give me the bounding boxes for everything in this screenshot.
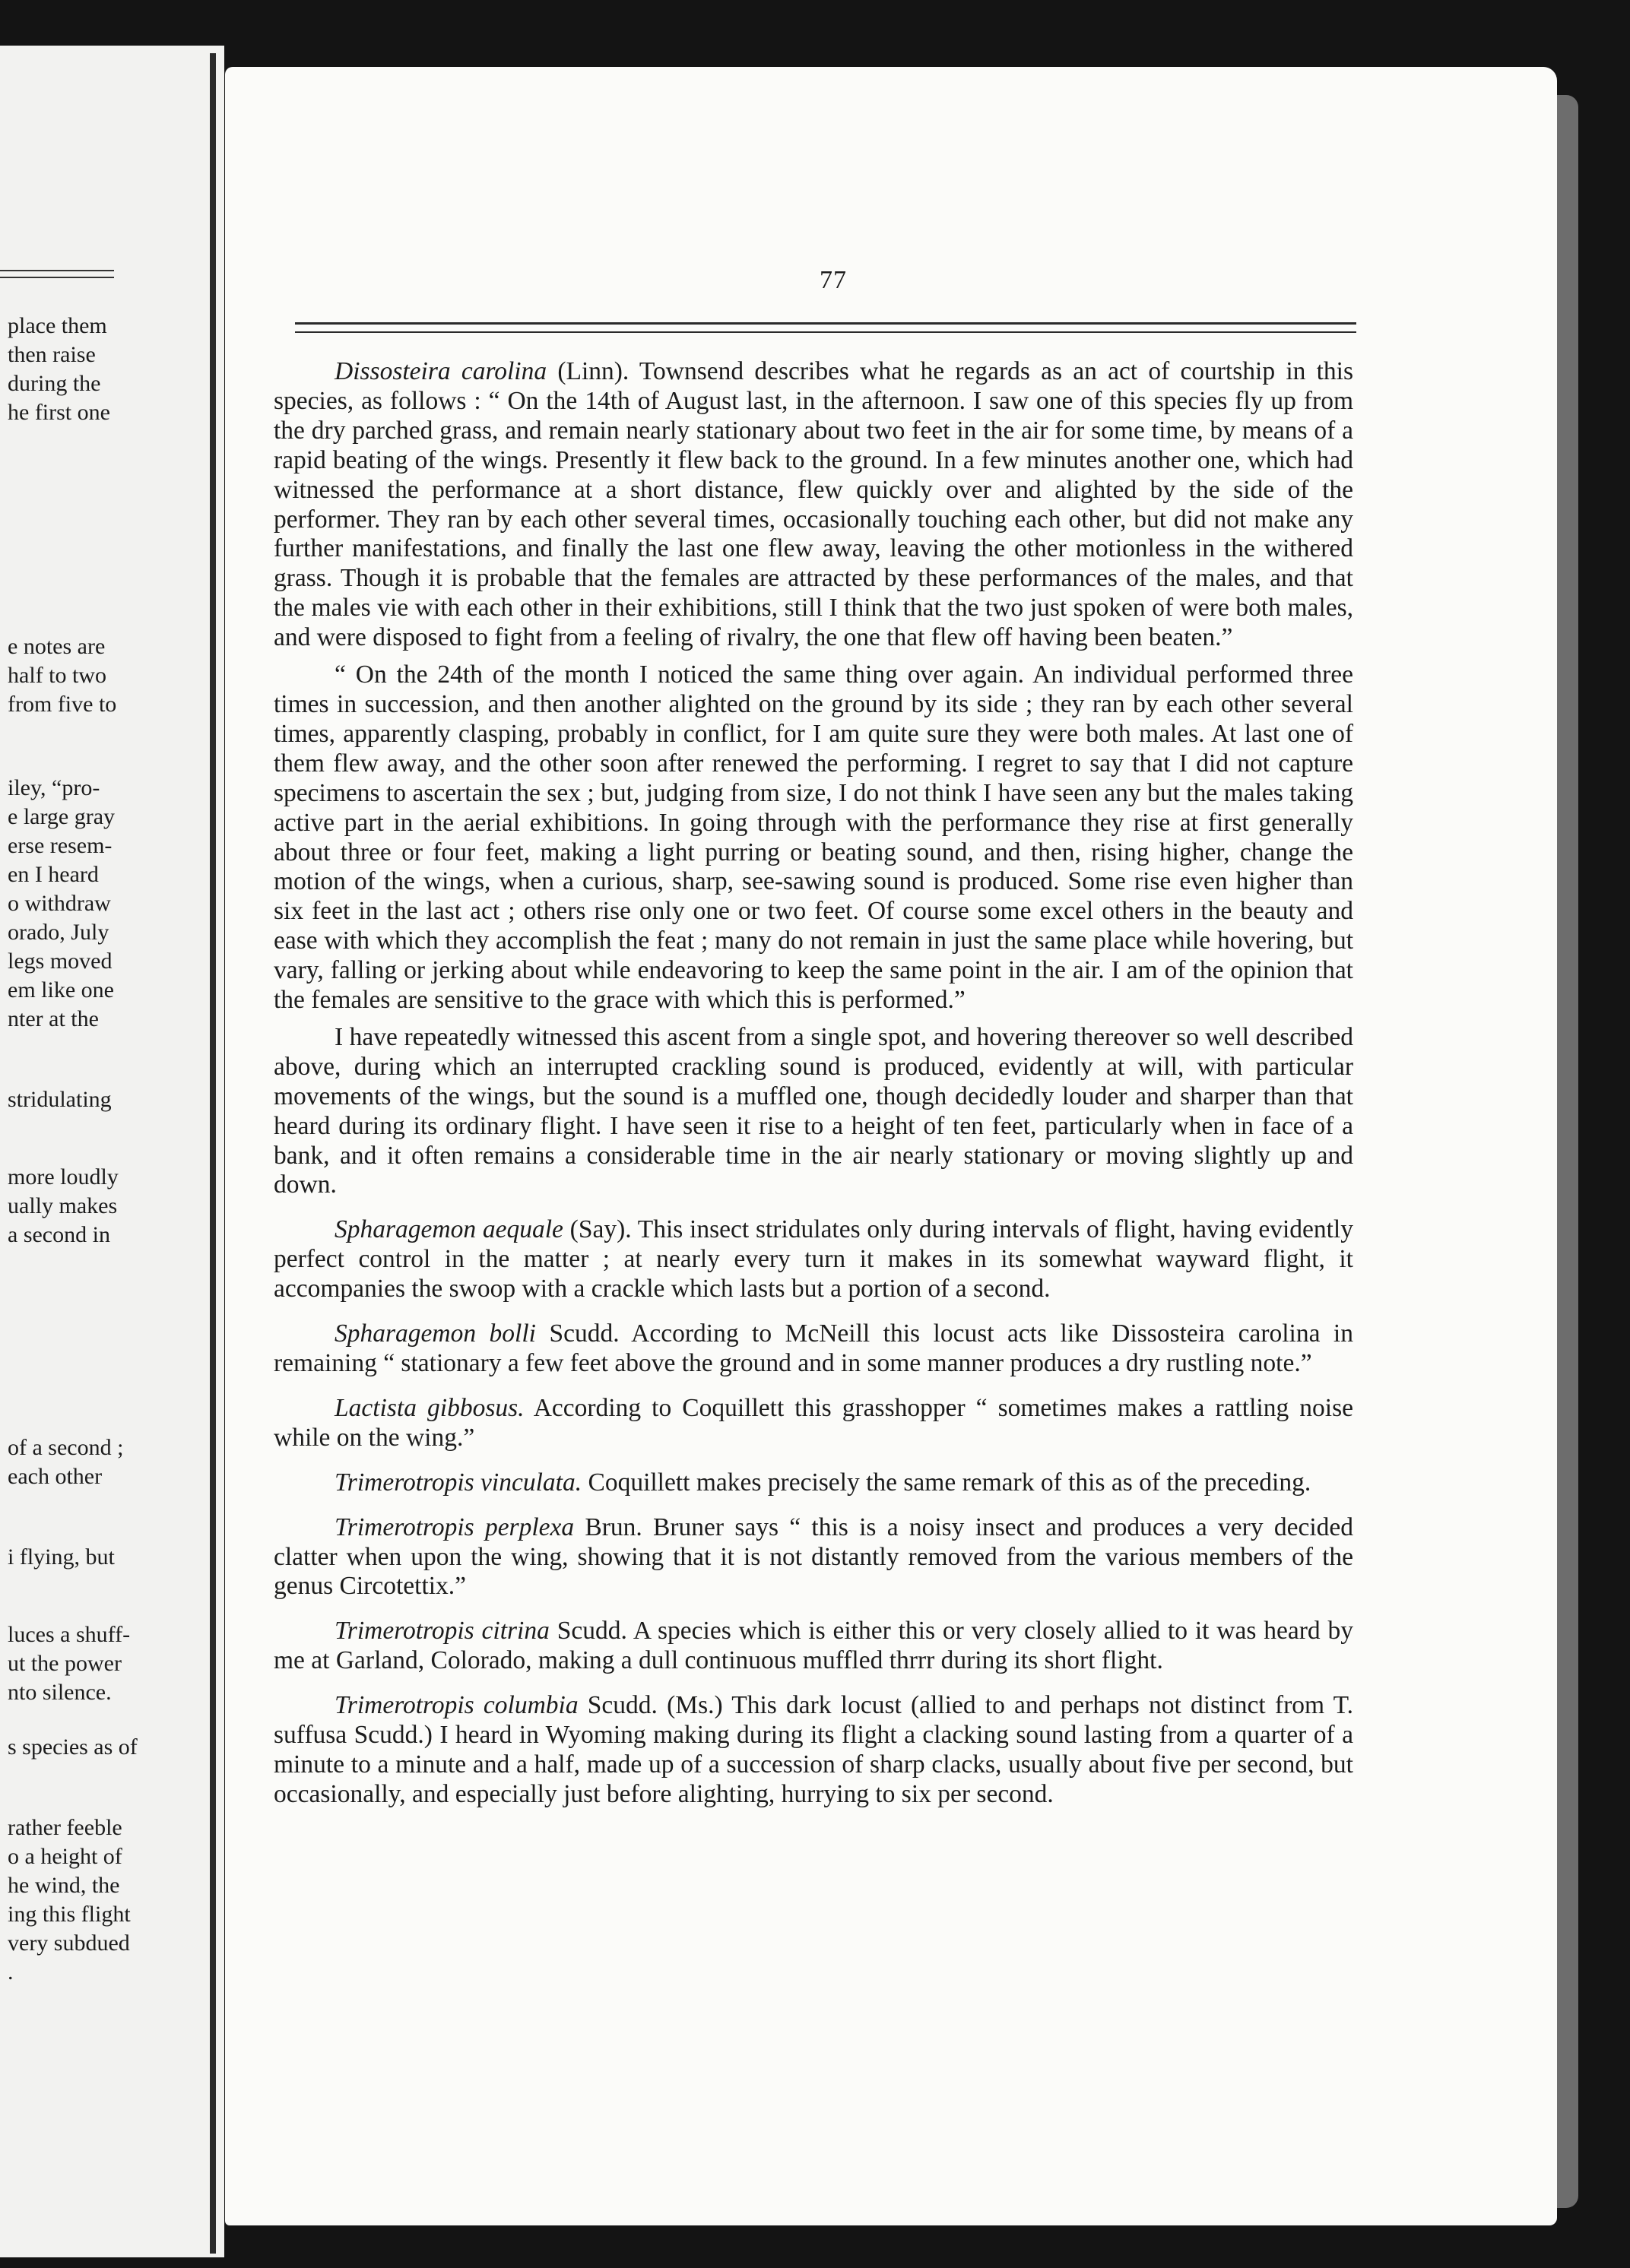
paragraph-text: (Linn). Townsend describes what he regards as an act of courtship in this species, as follows : “ On the 14th of August last, in the afternoon. I saw one of this species fly up from the dry parched grass, and remain nearly stationary about two feet in the air for some time, by means of a rapid beating of the wings. Presently it flew back to the ground. In a few minutes another one, which had witnessed the performance at a short distance, flew quickly over and alighted by the side of the performer. They ran by each other several times, occasionally touching each other, but did not make any further manifestations, and finally the last one flew away, leaving the other motionless in the withered grass. Though it is probable that the females are attracted by these performances of the males, and that the males vie with each other in their exhibitions, still I think that the two just spoken of were both males, and were disposed to fight from a feeling of rivalry, the one that flew off having been beaten.” bbox=[274, 357, 1353, 652]
paragraph bbox=[274, 1394, 1353, 1453]
species-name: Trimerotropis citrina bbox=[335, 1617, 550, 1646]
left-page-line: e notes are bbox=[8, 634, 106, 659]
paragraph bbox=[274, 357, 1353, 653]
left-page-line: s species as of bbox=[8, 1734, 138, 1760]
paragraph-text: Brun. Bruner says “ this is a noisy insect and produces a very decided clatter when upon the wing, showing that it is not distantly removed from the various members of the genus Circotettix.” bbox=[274, 1513, 1353, 1601]
book-gutter bbox=[210, 53, 216, 2254]
paragraph bbox=[274, 660, 1353, 1015]
paragraph-text: Scudd. A species which is either this or very closely allied to it was heard by me at Garland, Colorado, making a dull continuous muffled thrrr during its short flight. bbox=[274, 1617, 1353, 1675]
species-name: Lactista gibbosus. bbox=[335, 1393, 525, 1422]
paragraph-text: Coquillett makes precisely the same remark of this as of the preceding. bbox=[582, 1468, 1311, 1497]
paragraph-text: I have repeatedly witnessed this ascent from a single spot, and hovering thereover so well described above, during which an interrupted crackling sound is produced, evidently at will, with particular movements of the wings, but the sound is a muffled one, though decidedly louder and sharper than that heard during its ordinary flight. I have seen it rise to a height of ten feet, particularly when in face of a bank, and it often remains a considerable time in the air nearly stationary or moving slightly up and down. bbox=[274, 1022, 1353, 1199]
species-name: Spharagemon aequale bbox=[335, 1215, 563, 1244]
paragraph bbox=[274, 1023, 1353, 1200]
left-page-line: . bbox=[8, 1959, 14, 1984]
left-page-line: e large gray bbox=[8, 804, 116, 829]
species-name: Trimerotropis perplexa bbox=[335, 1513, 575, 1541]
text-column bbox=[274, 357, 1353, 1825]
paragraph bbox=[274, 1691, 1353, 1810]
paragraph bbox=[274, 1319, 1353, 1379]
species-name: Trimerotropis columbia bbox=[335, 1691, 579, 1720]
previous-page-fragment bbox=[0, 46, 224, 2257]
left-page-line: o withdraw bbox=[8, 891, 111, 916]
paragraph bbox=[274, 1215, 1353, 1304]
left-page-rule bbox=[0, 277, 114, 278]
paragraph bbox=[274, 1468, 1353, 1498]
paragraph bbox=[274, 1513, 1353, 1602]
species-name: Spharagemon bolli bbox=[335, 1319, 536, 1348]
left-page-line: i flying, but bbox=[8, 1544, 115, 1570]
left-page-line: en I heard bbox=[8, 862, 99, 887]
left-page-line: he first one bbox=[8, 400, 110, 425]
left-page-line: stridulating bbox=[8, 1087, 112, 1112]
left-page-line: a second in bbox=[8, 1222, 110, 1247]
left-page-line: legs moved bbox=[8, 949, 113, 974]
left-page-line: nter at the bbox=[8, 1006, 99, 1031]
left-page-line: very subdued bbox=[8, 1931, 130, 1956]
paragraph-text: According to Coquillett this grasshopper “ sometimes makes a rattling noise while on the wing.” bbox=[274, 1393, 1353, 1452]
left-page-line: during the bbox=[8, 371, 101, 396]
left-page-line: from five to bbox=[8, 692, 117, 717]
left-page-line: nto silence. bbox=[8, 1680, 112, 1705]
left-page-line: place them bbox=[8, 313, 107, 338]
left-page-line: half to two bbox=[8, 663, 106, 688]
header-rule bbox=[295, 331, 1356, 333]
left-page-line: more loudly bbox=[8, 1164, 119, 1189]
left-page-line: luces a shuff- bbox=[8, 1622, 131, 1647]
left-page-line: ut the power bbox=[8, 1651, 122, 1676]
paragraph bbox=[274, 1617, 1353, 1676]
species-name: Dissosteira carolina bbox=[335, 357, 547, 385]
left-page-line: of a second ; bbox=[8, 1435, 124, 1460]
left-page-line: em like one bbox=[8, 977, 114, 1003]
left-page-line: erse resem- bbox=[8, 833, 113, 858]
header-rule bbox=[295, 322, 1356, 325]
left-page-line: rather feeble bbox=[8, 1815, 122, 1840]
paragraph-text: (Say). This insect stridulates only during intervals of flight, having evidently perfect control in the matter ; at nearly every turn it makes in its somewhat wayward flight, it accompanies the swoop with a crackle which lasts but a portion of a second. bbox=[274, 1215, 1353, 1303]
page-number: 77 bbox=[820, 266, 847, 294]
left-page-line: ually makes bbox=[8, 1193, 118, 1218]
left-page-line: o a height of bbox=[8, 1844, 122, 1869]
left-page-line: ing this flight bbox=[8, 1902, 131, 1927]
paragraph-text: “ On the 24th of the month I noticed the same thing over again. An individual performed three times in succession, and then another alighted on the ground by its side ; they ran by each other several times, apparently clasping, probably in conflict, for I am quite sure they were both males. At last one of them flew away, and the other soon after renewed the performing. I regret to say that I did not capture specimens to ascertain the sex ; but, judging from size, I do not think I have seen any but the males taking active part in the aerial exhibitions. In going through with the performance they rise at first generally about three or four feet, making a light purring or beating sound, and then, rising higher, change the motion of the wings, when a curious, sharp, see-sawing sound is produced. Some rise even higher than six feet in the last act ; others rise only one or two feet. Of course some excel others in the beauty and ease with which they accomplish the feat ; many do not remain in just the same place while hovering, but vary, falling or jerking about while endeavoring to keep the same point in the air. I am of the opinion that the females are sensitive to the grace with which this is performed.” bbox=[274, 660, 1353, 1015]
left-page-line: orado, July bbox=[8, 920, 109, 945]
left-page-line: he wind, the bbox=[8, 1873, 120, 1898]
left-page-line: then raise bbox=[8, 342, 96, 367]
species-name: Trimerotropis vinculata. bbox=[335, 1468, 582, 1497]
paragraph-text: Scudd. According to McNeill this locust acts like Dissosteira carolina in remaining “ stationary a few feet above the ground and in some manner produces a dry rustling note.” bbox=[274, 1319, 1353, 1377]
left-page-line: each other bbox=[8, 1464, 103, 1489]
left-page-rule bbox=[0, 270, 114, 271]
left-page-line: iley, “pro- bbox=[8, 775, 100, 800]
paragraph-text: Scudd. (Ms.) This dark locust (allied to and perhaps not distinct from T. suffusa Scudd.) I heard in Wyoming making during its flight a clacking sound lasting from a quarter of a minute to a minute and a half, made up of a succession of sharp clacks, usually about five per second, but occasionally, and especially just before alighting, hurrying to six per second. bbox=[274, 1691, 1353, 1808]
